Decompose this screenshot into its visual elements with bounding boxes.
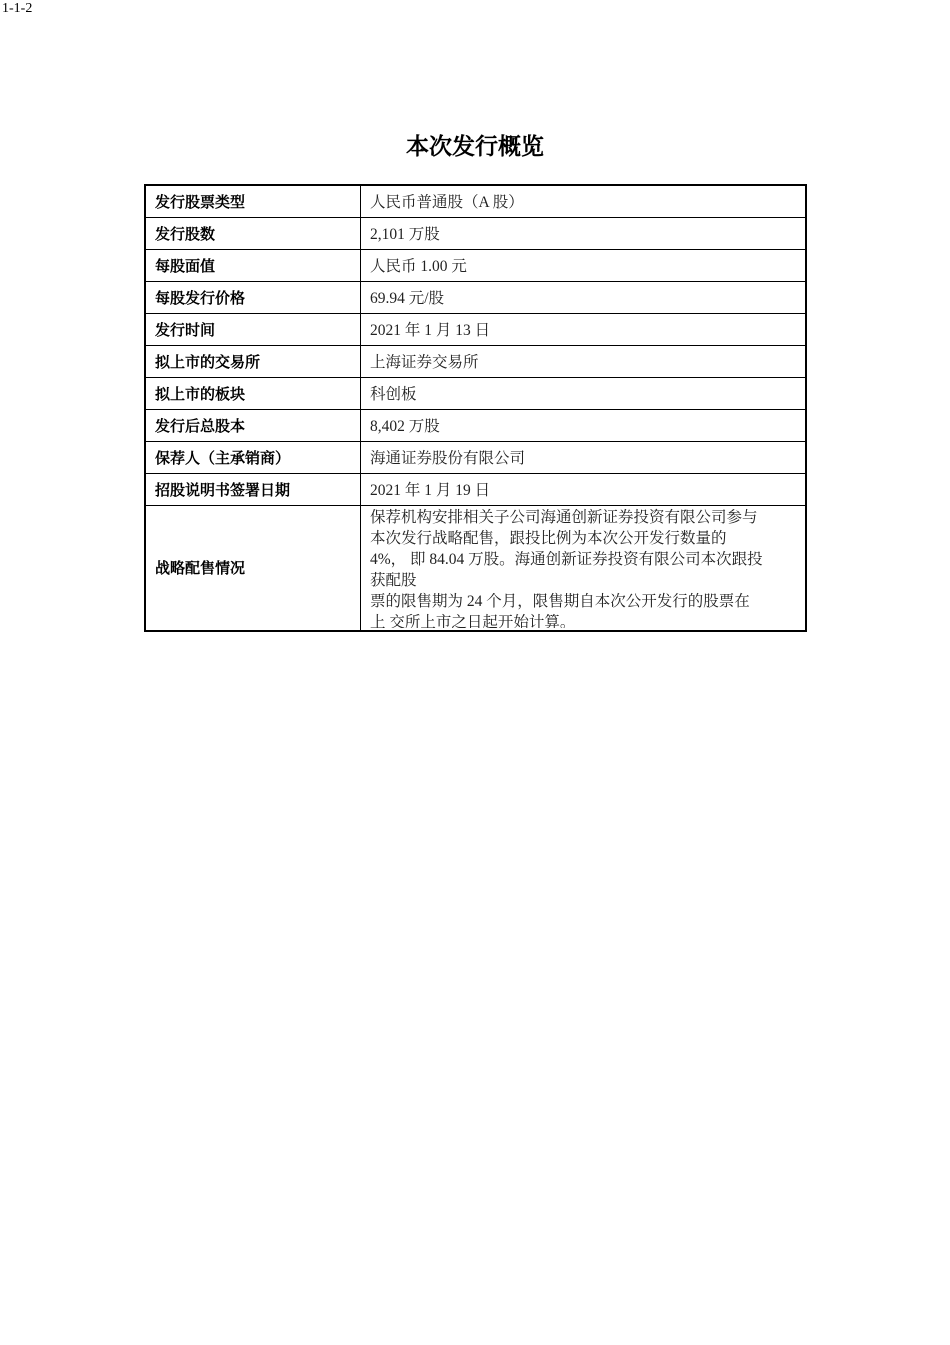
row-label: 发行股票类型 [145,185,361,217]
page-title: 本次发行概览 [406,134,544,160]
row-value: 2021 年 1 月 13 日 [361,313,807,345]
row-label: 战略配售情况 [145,505,361,631]
row-value: 海通证券股份有限公司 [361,441,807,473]
row-value: 人民币 1.00 元 [361,249,807,281]
row-value: 69.94 元/股 [361,281,807,313]
issuance-overview-table [144,184,807,632]
row-value: 8,402 万股 [361,409,807,441]
row-value: 上海证券交易所 [361,345,807,377]
paragraph-line: 4%， 即 84.04 万股。海通创新证券投资有限公司本次跟投 [370,551,763,569]
row-label: 拟上市的板块 [145,377,361,409]
table-row-exchange [145,345,806,377]
table-row-issue-price [145,281,806,313]
paragraph-line: 保荐机构安排相关子公司海通创新证券投资有限公司参与 [370,509,758,527]
paragraph-line: 上 交所上市之日起开始计算。 [370,614,576,629]
row-label: 拟上市的交易所 [145,345,361,377]
table-row-issue-date [145,313,806,345]
row-value: 人民币普通股（A 股） [361,185,807,217]
row-value: 2021 年 1 月 19 日 [361,473,807,505]
paragraph-line: 获配股 [370,572,417,590]
table-row-signing-date [145,473,806,505]
table-row-par-value [145,249,806,281]
row-value: 2,101 万股 [361,217,807,249]
table-row-total-shares [145,409,806,441]
row-label: 保荐人（主承销商） [145,441,361,473]
table-row-stock-type [145,185,806,217]
paragraph-line: 票的限售期为 24 个月，限售期自本次公开发行的股票在 [370,593,750,611]
table-row-strategic-placement [145,505,806,631]
table-row-sponsor [145,441,806,473]
row-label: 发行后总股本 [145,409,361,441]
row-label: 每股发行价格 [145,281,361,313]
table-row-board [145,377,806,409]
paragraph-line: 本次发行战略配售，跟投比例为本次公开发行数量的 [370,530,727,548]
table-row-share-count [145,217,806,249]
row-label: 发行股数 [145,217,361,249]
strategic-placement-paragraph [361,505,807,631]
page-number: 1-1-2 [2,1,33,16]
row-label: 发行时间 [145,313,361,345]
row-label: 每股面值 [145,249,361,281]
row-value: 科创板 [361,377,807,409]
row-label: 招股说明书签署日期 [145,473,361,505]
